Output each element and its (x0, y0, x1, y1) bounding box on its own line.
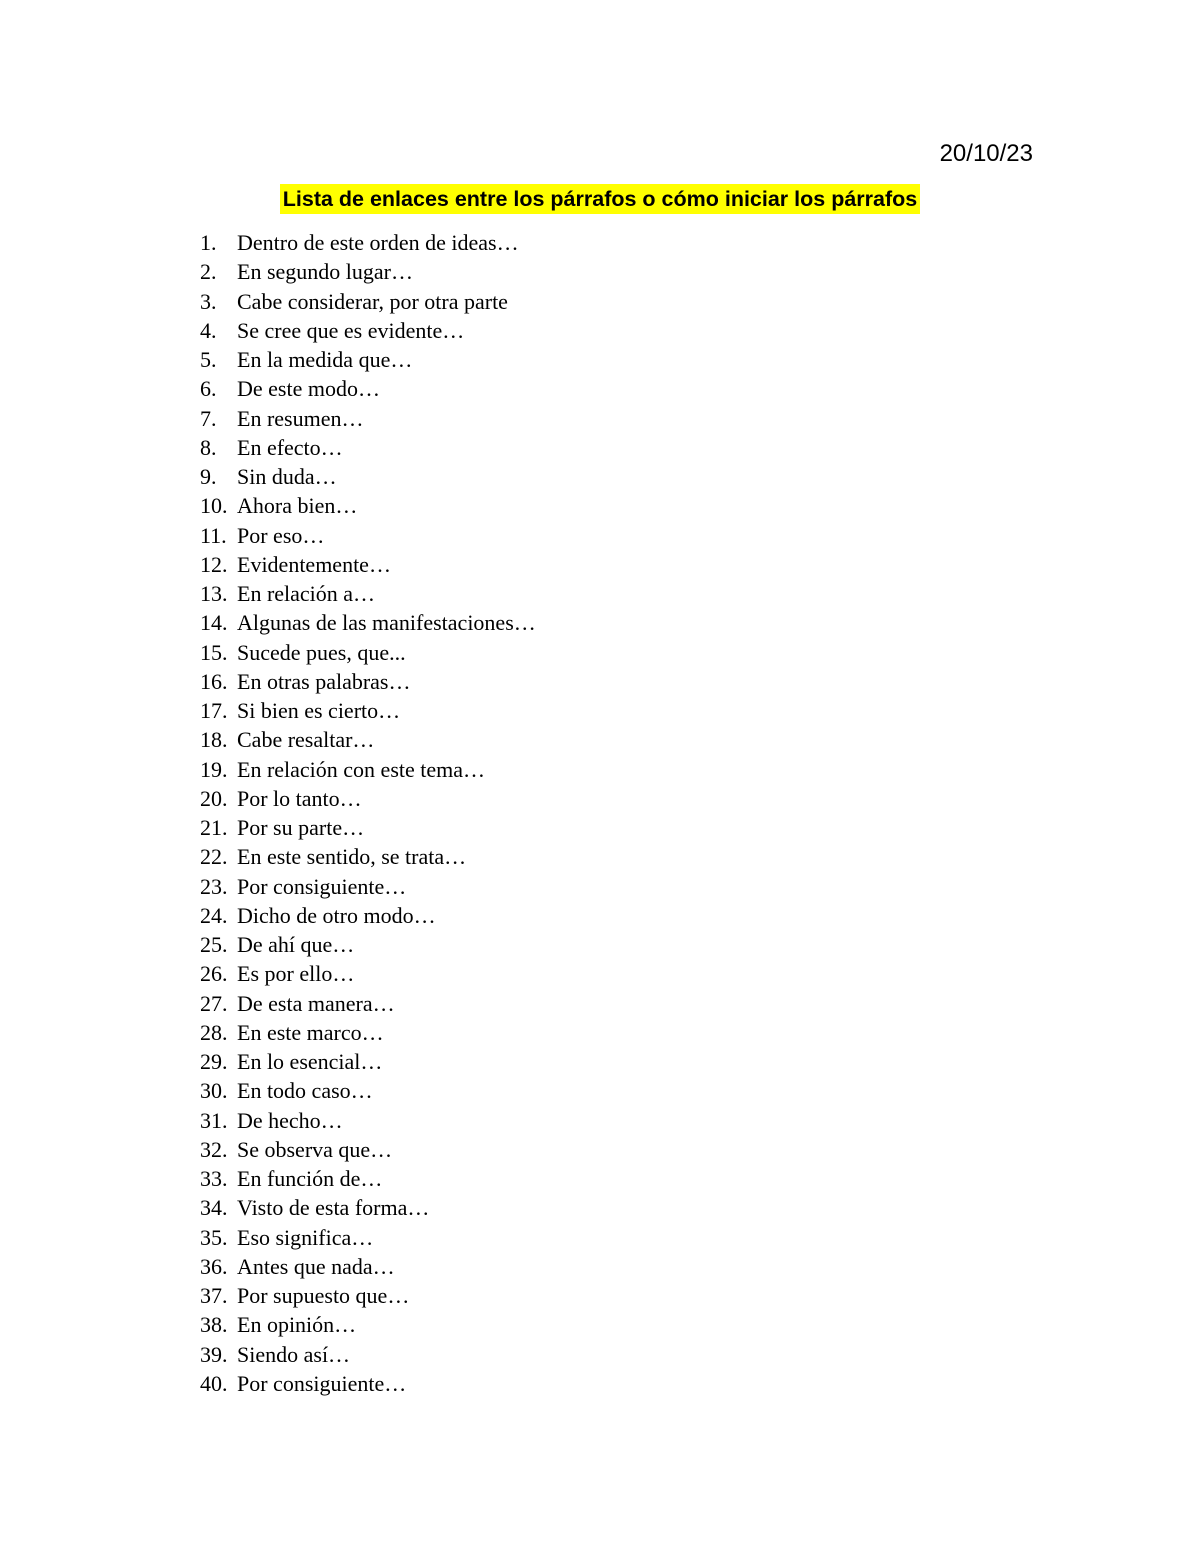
list-item-number: 25. (200, 932, 228, 957)
list-item (200, 696, 536, 725)
list-item-number: 8. (200, 434, 217, 460)
list-item-text: En segundo lugar… (237, 259, 413, 285)
list-item-number: 1. (200, 230, 217, 255)
list-item (200, 1076, 536, 1105)
list-item (200, 550, 536, 579)
list-item-number: 4. (200, 317, 217, 343)
list-item (200, 257, 536, 286)
list-item-number: 9. (200, 464, 217, 489)
list-item-number: 20. (200, 785, 228, 811)
list-item-number: 39. (200, 1341, 228, 1367)
list-item-text: Dentro de este orden de ideas… (237, 230, 519, 255)
list-item (200, 462, 536, 491)
list-item (200, 901, 536, 930)
list-item (200, 316, 536, 345)
list-item (200, 1340, 536, 1369)
list-item (200, 725, 536, 754)
list-item (200, 228, 536, 257)
list-item-text: Algunas de las manifestaciones… (237, 610, 536, 636)
list-item-number: 23. (200, 873, 228, 899)
list-item-text: En función de… (237, 1166, 383, 1191)
list-item-number: 29. (200, 1049, 228, 1074)
list-item-text: Por supuesto que… (237, 1283, 410, 1308)
list-item-text: Por lo tanto… (237, 785, 362, 811)
list-item-number: 36. (200, 1253, 228, 1279)
list-item (200, 667, 536, 696)
list-item (200, 1193, 536, 1222)
list-item-text: Se cree que es evidente… (237, 317, 465, 343)
list-item-number: 2. (200, 259, 217, 285)
list-item-text: Dicho de otro modo… (237, 902, 436, 928)
list-item (200, 1018, 536, 1047)
list-item-text: Ahora bien… (237, 493, 358, 519)
list-item-text: Es por ello… (237, 961, 355, 987)
document-title: Lista de enlaces entre los párrafos o cómo iniciar los párrafos (280, 184, 920, 214)
list-item-text: Cabe considerar, por otra parte (237, 288, 508, 314)
title-container (0, 184, 1200, 214)
list-item-number: 7. (200, 405, 217, 431)
list-item-number: 10. (200, 493, 228, 519)
list-item (200, 784, 536, 813)
list-item (200, 345, 536, 374)
list-item (200, 755, 536, 784)
list-item-text: En relación con este tema… (237, 756, 486, 782)
list-item-number: 21. (200, 815, 228, 840)
list-item (200, 404, 536, 433)
list-item-text: En relación a… (237, 581, 376, 606)
list-item (200, 1223, 536, 1252)
list-item-number: 15. (200, 639, 228, 665)
list-item (200, 1252, 536, 1281)
list-item-number: 19. (200, 756, 228, 782)
list-item-text: En otras palabras… (237, 668, 411, 694)
list-item-text: Sin duda… (237, 464, 337, 489)
list-item-number: 24. (200, 902, 228, 928)
list-item (200, 521, 536, 550)
list-item-number: 12. (200, 551, 228, 577)
list-item-text: En todo caso… (237, 1078, 373, 1104)
list-item (200, 1310, 536, 1339)
list-item-number: 35. (200, 1224, 228, 1250)
list-item-text: Sucede pues, que... (237, 639, 406, 665)
list-item-text: De hecho… (237, 1107, 343, 1133)
list-item-text: En resumen… (237, 405, 364, 431)
list-item-number: 40. (200, 1370, 228, 1396)
list-item-text: De este modo… (237, 376, 380, 402)
list-item (200, 1106, 536, 1135)
list-item-number: 16. (200, 668, 228, 694)
list-item-text: Se observa que… (237, 1136, 393, 1162)
list-item-text: En la medida que… (237, 347, 413, 372)
list-item-text: En opinión… (237, 1312, 357, 1338)
list-item (200, 872, 536, 901)
list-item-number: 27. (200, 990, 228, 1016)
list-item (200, 579, 536, 608)
list-item-text: Siendo así… (237, 1341, 351, 1367)
list-item-text: En efecto… (237, 434, 343, 460)
list-item-text: Visto de esta forma… (237, 1195, 430, 1221)
list-item-text: En este sentido, se trata… (237, 844, 467, 870)
list-item-text: Por consiguiente… (237, 1370, 407, 1396)
list-item-number: 37. (200, 1283, 228, 1308)
list-item-number: 6. (200, 376, 217, 402)
list-item-number: 17. (200, 698, 228, 723)
list-item (200, 1164, 536, 1193)
list-item-number: 32. (200, 1136, 228, 1162)
list-item-number: 14. (200, 610, 228, 636)
list-item-number: 33. (200, 1166, 228, 1191)
list-item-text: En este marco… (237, 1019, 384, 1045)
list-item-number: 30. (200, 1078, 228, 1104)
list-item (200, 608, 536, 637)
list-item-text: Por consiguiente… (237, 873, 407, 899)
list-item-text: En lo esencial… (237, 1049, 383, 1074)
list-item (200, 1281, 536, 1310)
list-item-number: 18. (200, 727, 228, 753)
list-item (200, 842, 536, 871)
list-item-number: 28. (200, 1019, 228, 1045)
list-item-text: De esta manera… (237, 990, 395, 1016)
list-item-text: Por su parte… (237, 815, 365, 840)
list-item (200, 1135, 536, 1164)
connector-list (200, 228, 536, 1398)
list-item (200, 491, 536, 520)
list-item-text: De ahí que… (237, 932, 355, 957)
list-item-number: 31. (200, 1107, 228, 1133)
list-item-number: 5. (200, 347, 217, 372)
list-item (200, 989, 536, 1018)
list-item-number: 34. (200, 1195, 228, 1221)
list-item-text: Si bien es cierto… (237, 698, 401, 723)
list-item (200, 433, 536, 462)
list-item (200, 930, 536, 959)
list-item-text: Cabe resaltar… (237, 727, 375, 753)
list-item-number: 22. (200, 844, 228, 870)
list-item-number: 13. (200, 581, 228, 606)
list-item-number: 38. (200, 1312, 228, 1338)
list-item-number: 11. (200, 522, 227, 548)
list-item-text: Eso significa… (237, 1224, 374, 1250)
list-item (200, 1047, 536, 1076)
list-item (200, 287, 536, 316)
list-item-text: Antes que nada… (237, 1253, 395, 1279)
list-item (200, 638, 536, 667)
document-date: 20/10/23 (939, 140, 1033, 167)
list-item-text: Evidentemente… (237, 551, 391, 577)
list-item (200, 1369, 536, 1398)
list-item (200, 813, 536, 842)
list-item (200, 959, 536, 988)
list-item-number: 3. (200, 288, 217, 314)
list-item-number: 26. (200, 961, 228, 987)
list-item-text: Por eso… (237, 522, 325, 548)
list-item (200, 374, 536, 403)
